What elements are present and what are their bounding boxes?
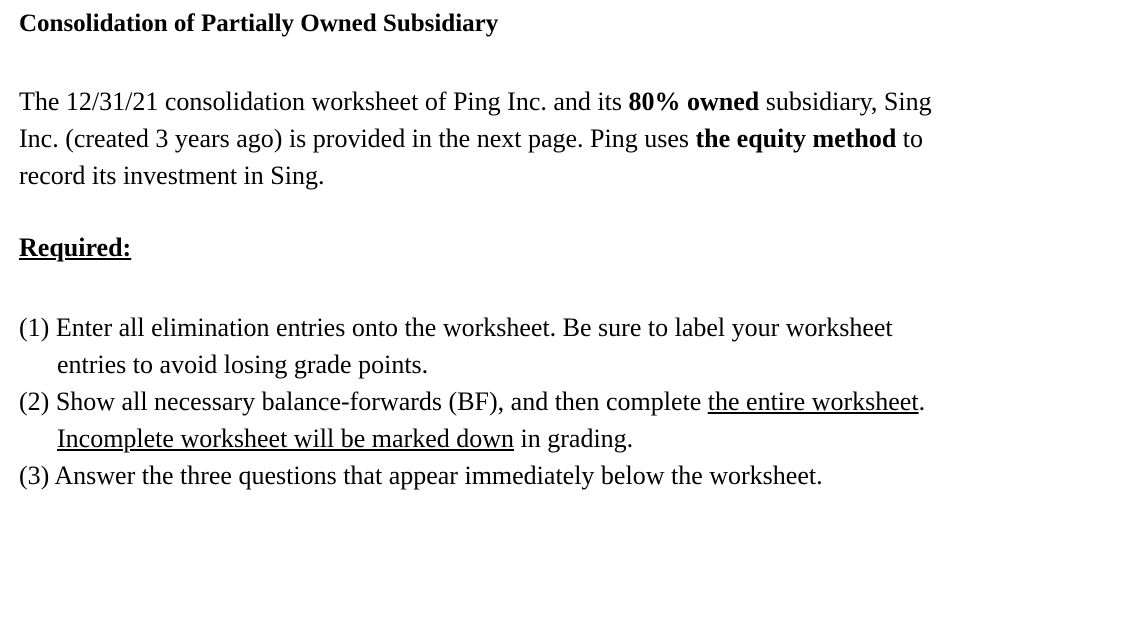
requirement-text: in grading. (514, 424, 634, 453)
requirement-1-line-1: (1) Enter all elimination entries onto the worksheet. Be sure to label your worksheet (19, 313, 893, 342)
intro-text: to (896, 124, 924, 153)
requirement-1-line-2: entries to avoid losing grade points. (57, 350, 429, 379)
intro-text: Inc. (created 3 years ago) is provided in the next page. Ping uses (19, 124, 696, 153)
entire-worksheet-underlined: the entire worksheet (707, 387, 919, 416)
requirement-text: (2) Show all necessary balance-forwards (BF), and then complete (19, 387, 708, 416)
requirement-2-line-2 (19, 420, 1109, 457)
required-heading: Required: (19, 233, 132, 262)
intro-paragraph (19, 83, 1109, 194)
intro-text: subsidiary, Sing (759, 87, 932, 116)
intro-line-3: record its investment in Sing. (19, 161, 325, 190)
document-title: Consolidation of Partially Owned Subsidiary (19, 10, 499, 37)
requirement-3-line-1: (3) Answer the three questions that appear immediately below the worksheet. (19, 461, 823, 490)
intro-line-1 (19, 83, 1109, 120)
ownership-percent-bold: 80% owned (628, 87, 760, 116)
intro-line-2 (19, 120, 1109, 157)
equity-method-bold: the equity method (695, 124, 897, 153)
intro-text: The 12/31/21 consolidation worksheet of Ping Inc. and its (19, 87, 629, 116)
requirements-list (19, 309, 1109, 494)
requirement-2-line-1 (19, 383, 1109, 420)
marked-down-underlined: Incomplete worksheet will be marked down (57, 424, 515, 453)
requirement-text: . (918, 387, 926, 416)
